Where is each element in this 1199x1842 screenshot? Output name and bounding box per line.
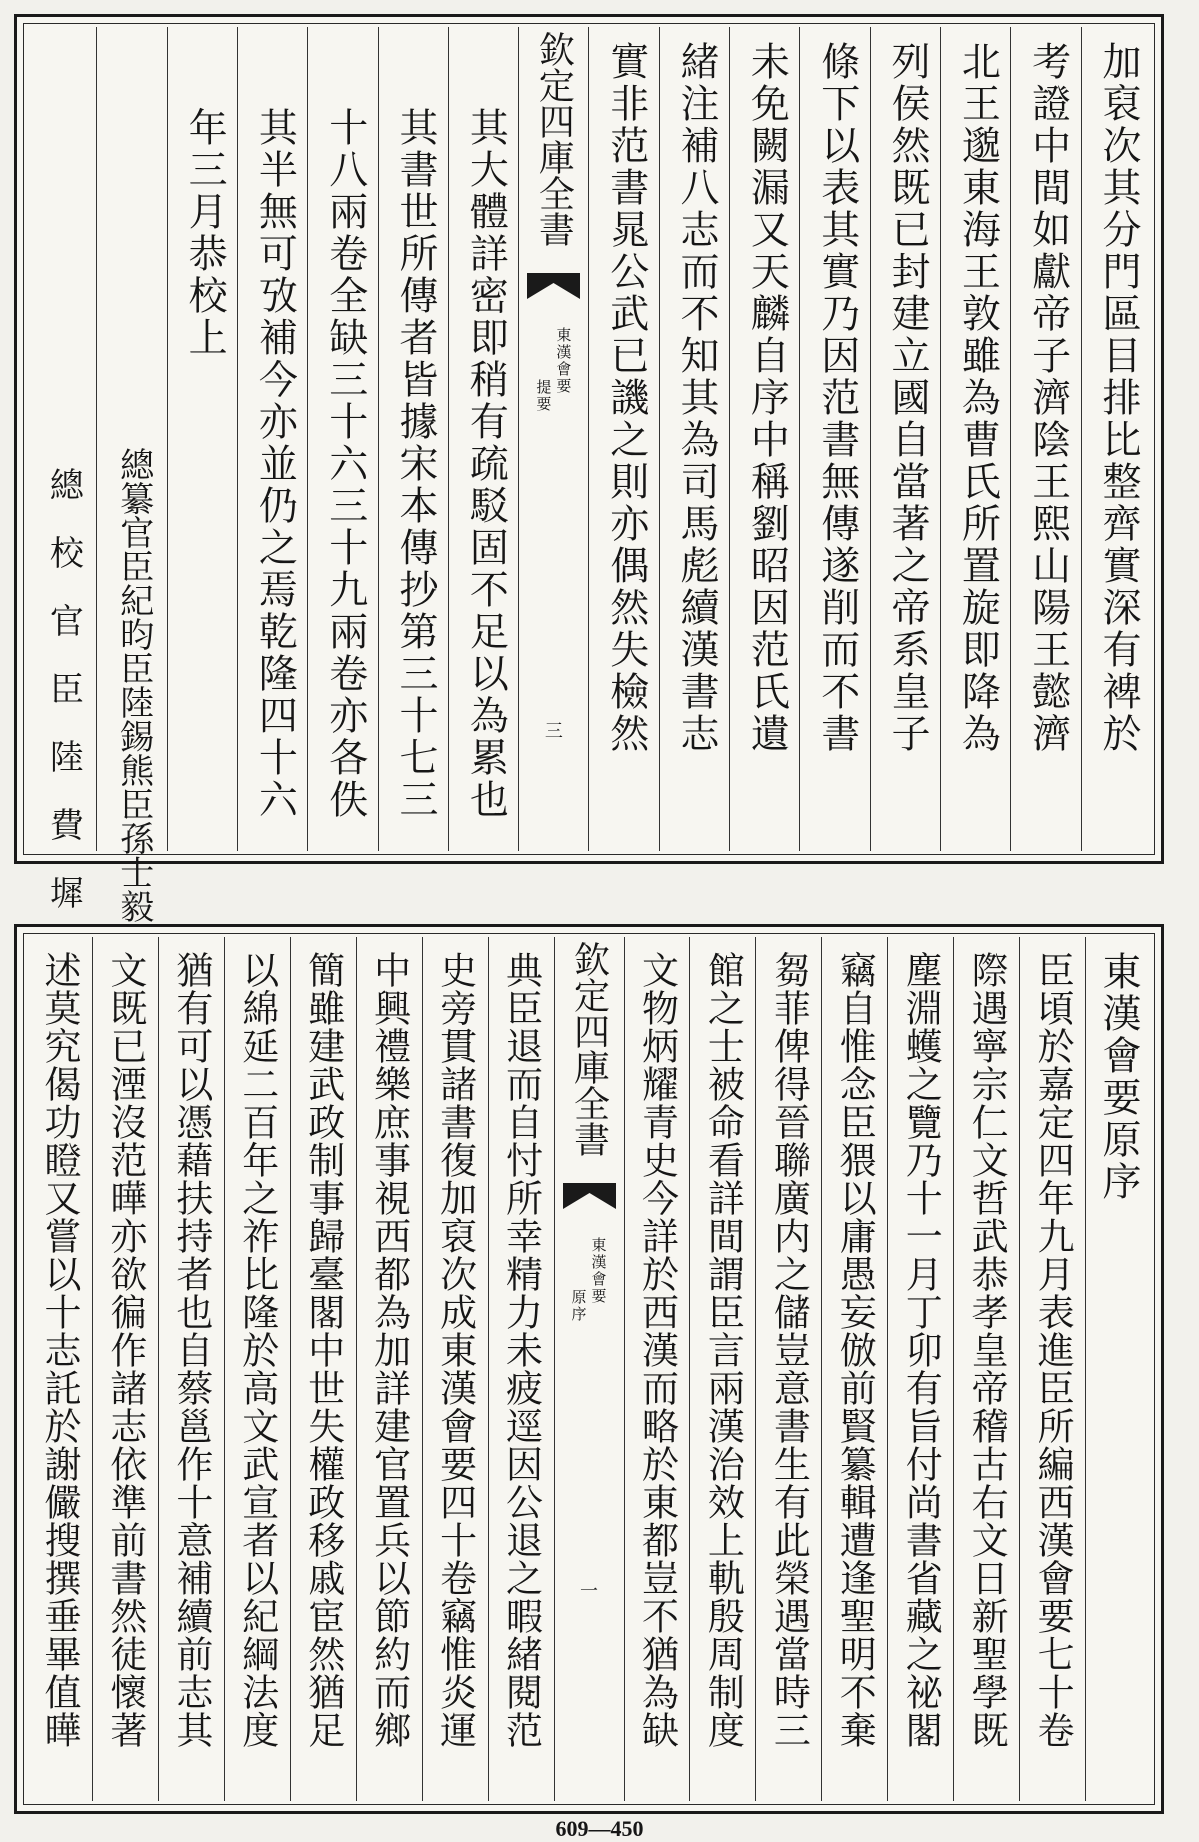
text-column: 列侯然既已封建立國自當著之帝系皇子 — [870, 27, 940, 851]
text-column: 考證中間如獻帝子濟陰王熙山陽王懿濟 — [1010, 27, 1080, 851]
center-page-number: 三 — [544, 721, 563, 742]
footer-page-label: 609—450 — [555, 1816, 644, 1841]
text-column: 述莫究偈功瞪又嘗以十志託於謝儼搜撰垂畢值曄 — [37, 951, 81, 1749]
text-column: 簡雖建武政制事歸臺閣中世失權政移戚宦然猶足 — [290, 937, 356, 1801]
text-column: 條下以表其實乃因范書無傳遂削而不書 — [799, 27, 869, 851]
text-column: 未免闕漏又天麟自序中稱劉昭因范氏遺 — [729, 27, 799, 851]
credit-column: 總 校 官 臣 陸 費 墀 — [43, 467, 84, 909]
text-column: 塵淵蠖之覽乃十一月丁卯有旨付尚書省藏之祕閣 — [887, 937, 953, 1801]
text-column: 際遇寧宗仁文哲武恭孝皇帝稽古右文日新聖學既 — [953, 937, 1019, 1801]
text-column: 中興禮樂庶事視西都為加詳建官置兵以節約而鄉 — [356, 937, 422, 1801]
center-section-title: 東漢會要 — [589, 1237, 608, 1305]
bottom-page-columns — [27, 937, 1151, 1801]
center-fold — [554, 937, 624, 1801]
text-column: 緒注補八志而不知其為司馬彪續漢書志 — [659, 27, 729, 851]
text-column: 猶有可以憑藉扶持者也自蔡邕作十意補續前志其 — [158, 937, 224, 1801]
text-column: 臣頃於嘉定四年九月表進臣所編西漢會要七十卷 — [1019, 937, 1085, 1801]
text-column: 文既已湮沒范曄亦欲徧作諸志依準前書然徒懷著 — [92, 937, 158, 1801]
text-column: 芻菲俾得晉聯廣内之儲豈意書生有此榮遇當時三 — [755, 937, 821, 1801]
center-title: 欽定四庫全書 — [533, 31, 575, 247]
text-column: 竊自惟念臣猥以庸愚妄倣前賢纂輯遭逢聖明不棄 — [821, 937, 887, 1801]
text-column: 其半無可攷補今亦並仍之焉乾隆四十六 — [237, 27, 307, 851]
top-page-columns — [27, 27, 1151, 923]
text-column: 文物炳耀青史今詳於西漢而略於東都豈不猶為缺 — [624, 937, 690, 1801]
text-column: 十八兩卷全缺三十六三十九兩卷亦各佚 — [307, 27, 377, 851]
text-column: 史旁貫諸書復加裒次成東漢會要四十卷竊惟炎運 — [422, 937, 488, 1801]
text-column: 北王邈東海王敦雖為曹氏所置旋即降為 — [940, 27, 1010, 851]
center-title: 欽定四庫全書 — [568, 941, 610, 1157]
text-column: 其書世所傳者皆據宋本傳抄第三十七三 — [378, 27, 448, 851]
text-column: 其大體詳密即稍有疏駁固不足以為累也 — [448, 27, 518, 851]
fish-tail-icon — [527, 273, 580, 299]
center-section-subtitle: 原序 — [569, 1289, 588, 1323]
text-column: 館之士被命看詳間謂臣言兩漢治效上軌殷周制度 — [689, 937, 755, 1801]
fish-tail-icon — [563, 1183, 616, 1209]
heading-column: 東漢會要原序 — [1085, 937, 1151, 1801]
text-column: 典臣退而自忖所幸精力未疲逕因公退之暇緒閱范 — [488, 937, 554, 1801]
top-page — [14, 14, 1164, 923]
center-section-subtitle: 提要 — [534, 379, 553, 413]
center-fold — [518, 27, 588, 851]
credit-column: 總纂官臣紀昀臣陸錫熊臣孫士毅 — [96, 27, 166, 851]
center-page-number: 一 — [580, 1581, 598, 1602]
text-column: 年三月恭校上 — [167, 27, 237, 851]
bottom-page — [14, 924, 1164, 1814]
text-column: 加裒次其分門區目排比整齊實深有裨於 — [1081, 27, 1151, 851]
center-section-title: 東漢會要 — [554, 327, 573, 395]
text-column: 實非范書晁公武已譏之則亦偶然失檢然 — [588, 27, 658, 851]
text-column: 以綿延二百年之祚比隆於高文武宣者以紀綱法度 — [224, 937, 290, 1801]
